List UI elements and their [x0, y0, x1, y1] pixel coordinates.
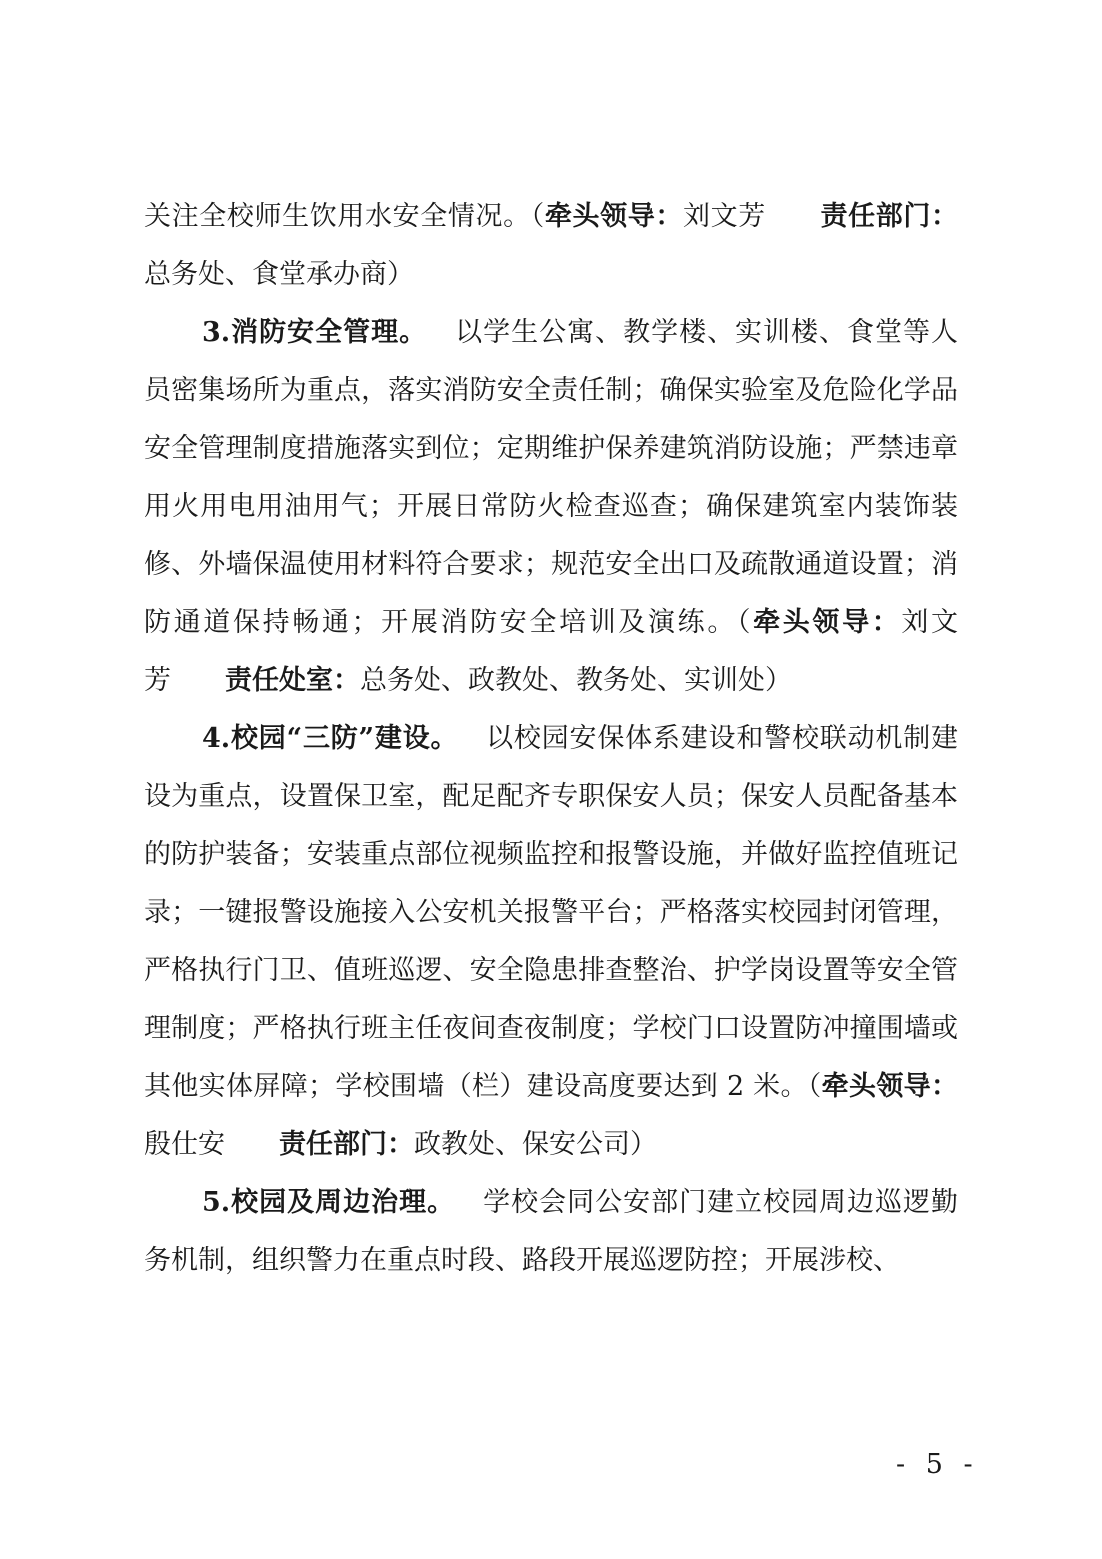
lead-value: 殷仕安 — [144, 1129, 225, 1160]
paragraph-campus-surroundings — [144, 1174, 958, 1290]
section-heading: 3.消防安全管理。 — [202, 317, 428, 348]
lead-value: 刘文芳 — [683, 201, 766, 232]
paragraph-campus-three-defense — [144, 710, 958, 1174]
section-heading: 5.校园及周边治理。 — [202, 1187, 456, 1218]
lead-label: 牵头领导： — [544, 201, 683, 232]
dept-value: 总务处、食堂承办商） — [144, 259, 414, 290]
dept-label: 责任处室： — [225, 665, 360, 696]
dept-value: 政教处、保安公司） — [414, 1129, 657, 1160]
lead-label: 牵头领导： — [753, 607, 902, 638]
dept-label: 责任部门： — [819, 201, 958, 232]
dept-value: 总务处、政教处、教务处、实训处） — [360, 665, 792, 696]
paragraph-continuation — [144, 188, 958, 304]
paragraph-fire-safety — [144, 304, 958, 710]
lead-label: 牵头领导： — [821, 1071, 959, 1102]
paragraph-text: 以学生公寓、教学楼、实训楼、食堂等人员密集场所为重点，落实消防安全责任制；确保实验室及危险化学品安全管理制度措施落实到位；定期维护保养建筑消防设施；严禁违章用火用电用油用气；开展日常防火检查巡查；确保建筑室内装饰装修、外墙保温使用材料符合要求；规范安全出口及疏散通道设置；消防通道保持畅通；开展消防安全培训及演练。 — [144, 317, 959, 638]
dept-label: 责任部门： — [279, 1129, 414, 1160]
section-heading: 4.校园“三防”建设。 — [202, 723, 459, 754]
paragraph-text: 学校会同公安部门建立校园周边巡逻勤务机制，组织警力在重点时段、路段开展巡逻防控；开展涉校、 — [144, 1187, 959, 1276]
page-number: - 5 - — [896, 1449, 979, 1480]
paragraph-text: 关注全校师生饮用水安全情况。（ — [144, 201, 545, 232]
paren-open: （ — [736, 607, 754, 638]
document-body — [144, 188, 958, 1290]
lead-value: 刘文芳 — [144, 607, 959, 696]
paragraph-text: 以校园安保体系建设和警校联动机制建设为重点，设置保卫室，配足配齐专职保安人员；保安人员配备基本的防护装备；安装重点部位视频监控和报警设施，并做好监控值班记录；一键报警设施接入公安机关报警平台；严格落实校园封闭管理，严格执行门卫、值班巡逻、安全隐患排查整治、护学岗设置等安全管理制度；严格执行班主任夜间查夜制度；学校门口设置防冲撞围墙或其他实体屏障；学校围墙（栏）建设高度要达到 2 米。（ — [144, 723, 959, 1102]
